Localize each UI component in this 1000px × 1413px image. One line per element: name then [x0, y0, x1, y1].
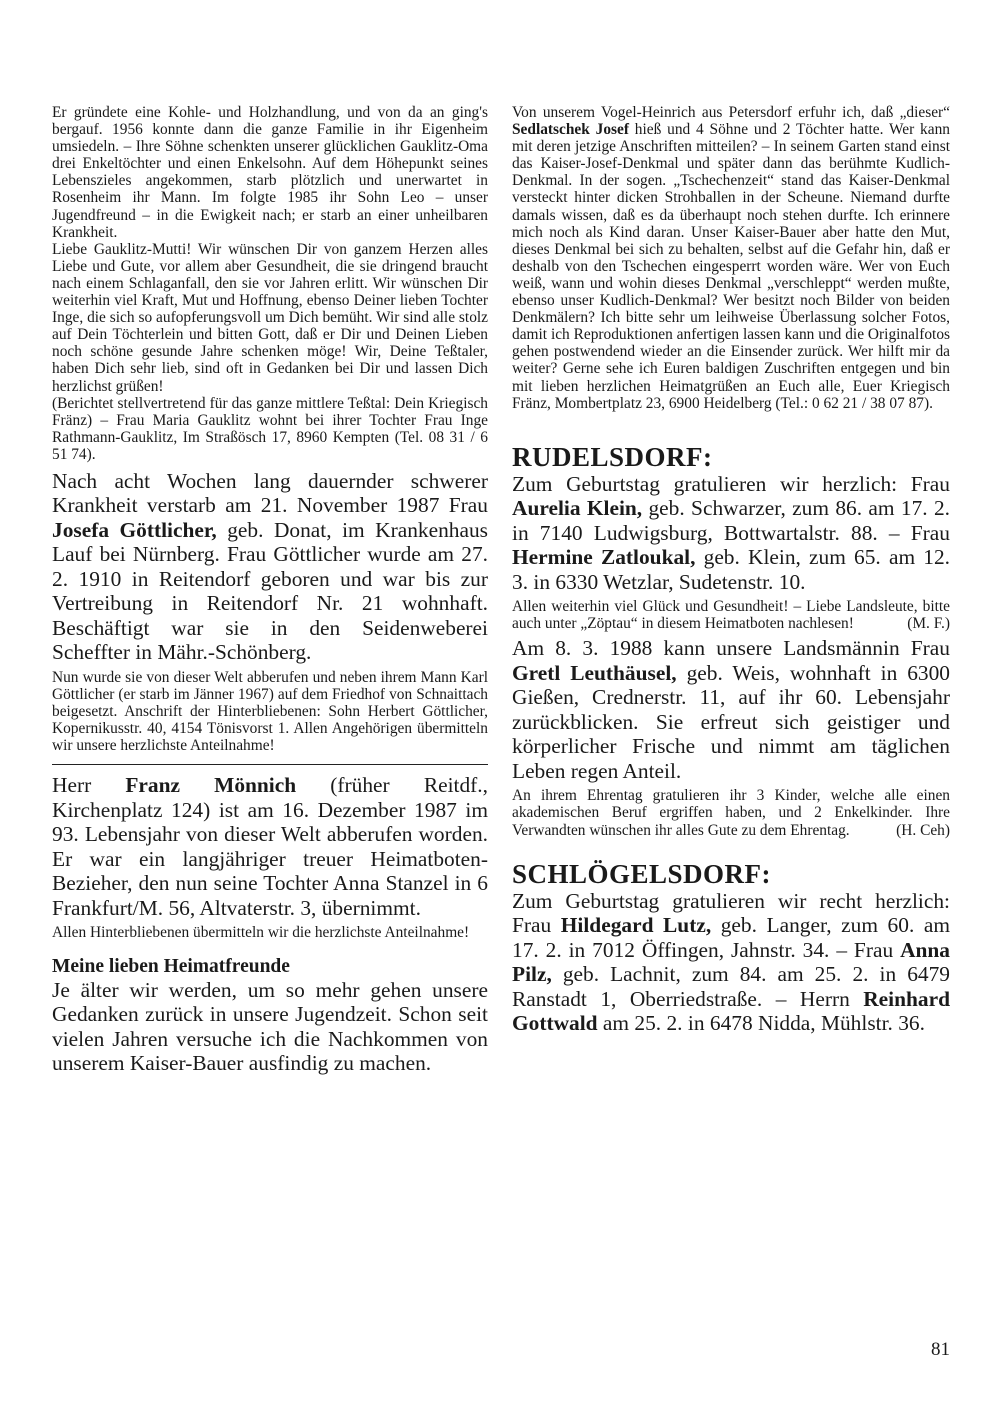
hildegard-lutz-name: Hildegard Lutz,	[560, 913, 712, 938]
schlogelsdorf-birthdays	[512, 889, 950, 1036]
monnich-name: Franz Mönnich	[125, 773, 297, 798]
rudelsdorf-text-3: geb. Klein, zum 65. am 12. 3. in 6330 Wetzlar, Sudetenstr. 10.	[512, 545, 950, 594]
left-column	[52, 104, 488, 1076]
heimatfreunde-text: Je älter wir werden, um so mehr gehen unsere Gedanken zurück in unsere Jugendzeit. Schon seit vielen Jahren versuche ich die Nachkommen von unserem Kaiser-Bauer ausfindig zu machen.	[52, 977, 488, 1076]
rudelsdorf-text-1: Zum Geburtstag gratulieren wir herzlich: Frau	[512, 471, 950, 496]
rudelsdorf-birthdays	[512, 472, 950, 595]
monnich-text-post: (früher Reitdf., Kirchenplatz 124) ist am 16. Dezember 1987 im 93. Lebensjahr von dieser Welt abberufen worden. Er war ein langjähriger treuer Heimatboten-Bezieher, den nun seine Tochter Anna Stanzel in 6 Frankfurt/M. 56, Altvaterstr. 3, übernimmt.	[52, 773, 488, 920]
leuthausel-wishes-text: An ihrem Ehrentag gratulieren ihr 3 Kinder, welche alle einen akademischen Beruf ergriffen haben, und 2 Enkelkinder. Ihre Verwandten wünschen ihr alles Gute zu dem Ehrentag.	[512, 787, 950, 839]
gottlicher-details: Nun wurde sie von dieser Welt abberufen und neben ihrem Mann Karl Göttlicher (er starb im Jänner 1967) auf dem Friedhof von Schnaittach beigesetzt. Anschrift der Hinterbliebenen: Sohn Herbert Göttlicher, Kopernikusstr. 40, 4154 Tönisvorst 1. Allen Angehörigen übermitteln wir unsere herzlichste Anteilnahme!	[52, 668, 488, 755]
gauklitz-paragraph-2: Liebe Gauklitz-Mutti! Wir wünschen Dir von ganzem Herzen alles Liebe und Gute, vor allem aber Gesundheit, die sie dringend braucht nach einem Schlaganfall, den sie vor Jahren erlitt. Wir wünschen Dir weiterhin viel Kraft, Mut und Hoffnung, ebenso Deiner lieben Tochter Inge, die sich so aufopferungsvoll um Dich bemüht. Wir sind alle stolz auf Dein Töchterlein und bitten Gott, daß er Dir und Deinen Lieben noch schöne gesunde Jahre schenken möge! Wir, Deine Teßtaler, haben Dich sehr lieb, sind oft in Gedanken bei Dir und lassen Dich herzlichst grüßen!	[52, 240, 488, 395]
gottlicher-name: Josefa Göttlicher,	[52, 517, 217, 542]
kaiser-text-post: hieß und 4 Söhne und 2 Töchter hatte. Wer kann mit deren jetzige Anschriften mitteilen? – In seinem Garten stand einst das Kaiser-Josef-Denkmal und später dann das berühmte Kudlich-Denkmal. In der sogen. „Tschechenzeit“ stand das Kaiser-Denkmal versteckt hinter dicken Strohballen in der Scheune. Niemand durfte damals wissen, daß es da überhaupt noch stehen durfte. Ich erinnere mich noch als Kind daran. Unser Kaiser-Bauer aber hatte den Mut, dieses Denkmal bei sich zu behalten, selbst auf die Gefahr hin, daß er deshalb von den Tschechen eingesperrt worden wäre. Wer von Euch weiß, wann und wohin dieses Denkmal „verschleppt“ werden mußte, ebenso unser Kudlich-Denkmal? Wer besitzt noch Bilder von beiden Denkmälern? Ich bitte sehr um leihweise Überlassung solcher Fotos, damit ich Reproduktionen anfertigen lassen kann und die Originalfotos gehen postwendend wieder an die Einsender zurück. Wer hilft mir da weiter? Gerne sehe ich Euren baldigen Zuschriften entgegen und bin mit lieben herzlichen Heimatgrüßen an Euch alle, Euer Kriegisch Fränz, Mombertplatz 23, 6900 Heidelberg (Tel.: 0 62 21 / 38 07 87).	[512, 121, 950, 412]
signature-mf: (M. F.)	[907, 615, 950, 633]
rudelsdorf-wishes	[512, 598, 950, 632]
anna-pilz-name: Anna Pilz,	[512, 937, 950, 987]
schlogelsdorf-text-4: am 25. 2. in 6478 Nidda, Mühlstr. 36.	[597, 1011, 925, 1036]
aurelia-klein-name: Aurelia Klein,	[512, 496, 643, 521]
monnich-text-pre: Herr	[52, 773, 126, 798]
rudelsdorf-wishes-text: Allen weiterhin viel Glück und Gesundheit! – Liebe Landsleute, bitte auch unter „Zöptau“ in diesem Heimatboten nachlesen!	[512, 598, 950, 633]
kaiser-denkmal-paragraph	[512, 104, 950, 412]
leuthausel-text-1: Am 8. 3. 1988 kann unsere Landsmännin Frau	[512, 636, 950, 661]
gottlicher-obituary	[52, 469, 488, 665]
reinhard-gottwald-name: Reinhard Gottwald	[512, 986, 950, 1036]
right-column	[512, 104, 950, 1036]
schlogelsdorf-heading: SCHLÖGELSDORF:	[512, 858, 772, 889]
rudelsdorf-text-2: geb. Schwarzer, zum 86. am 17. 2. in 7140 Ludwigsburg, Bottwartalstr. 88. – Frau	[512, 496, 950, 545]
kaiser-text-pre: Von unserem Vogel-Heinrich aus Petersdorf erfuhr ich, daß „dieser“	[512, 104, 950, 121]
gottlicher-text-pre: Nach acht Wochen lang dauernder schwerer Krankheit verstarb am 21. November 1987 Frau	[52, 468, 488, 518]
gauklitz-paragraph-3: (Berichtet stellvertretend für das ganze mittlere Teßtal: Dein Kriegisch Fränz) – Frau Maria Gauklitz wohnt bei ihrer Tochter Frau Inge Rathmann-Gauklitz, Im Straßösch 17, 8960 Kempten (Tel. 08 31 / 6 51 74).	[52, 394, 488, 463]
leuthausel-wishes	[512, 787, 950, 838]
monnich-obituary	[52, 773, 488, 920]
divider	[52, 764, 488, 765]
leuthausel-birthday	[512, 636, 950, 783]
monnich-condolence: Allen Hinterbliebenen übermitteln wir die herzlichste Anteilnahme!	[52, 924, 470, 942]
schlogelsdorf-text-2: geb. Langer, zum 60. am 17. 2. in 7012 Öffingen, Jahnstr. 34. – Frau	[512, 913, 950, 962]
signature-hceh: (H. Ceh)	[896, 821, 950, 839]
gauklitz-paragraph-1: Er gründete eine Kohle- und Holzhandlung, und von da an ging's bergauf. 1956 konnte dann die ganze Familie in ihr Eigenheim umsiedeln. – Ihre Söhne schenkten unserer glücklichen Gauklitz-Oma drei Enkeltöchter und einen Enkelsohn. Auf dem Höhepunkt seines Lebenszieles angekommen, starb plötzlich und unerwartet in Rosenheim ihr Mann. Im folgte 1985 ihr Sohn Leo – unser Jugendfreund – in die Ewigkeit nach; er starb an einer unheilbaren Krankheit.	[52, 104, 488, 241]
leuthausel-text-2: geb. Weis, wohnhaft in 6300 Gießen, Crednerstr. 11, auf ihr 60. Lebensjahr zurückblicken. Sie erfreut sich geistiger und körperlicher Frische und nimmt am täglichen Leben regen Anteil.	[512, 660, 950, 783]
sedlatschek-name: Sedlatschek Josef	[512, 121, 629, 139]
hermine-zatloukal-name: Hermine Zatloukal,	[512, 545, 696, 570]
schlogelsdorf-text-3: geb. Lachnit, zum 84. am 25. 2. in 6479 Ranstadt 1, Oberriedstraße. – Herrn	[512, 962, 950, 1011]
heimatfreunde-heading: Meine lieben Heimatfreunde	[52, 955, 290, 977]
gretl-leuthausel-name: Gretl Leuthäusel,	[512, 660, 677, 685]
page-number: 81	[931, 1339, 950, 1360]
rudelsdorf-heading: RUDELSDORF:	[512, 441, 713, 472]
schlogelsdorf-text-1: Zum Geburtstag gratulieren wir recht herzlich: Frau	[512, 888, 950, 938]
gottlicher-text-post: geb. Donat, im Krankenhaus Lauf bei Nürnberg. Frau Göttlicher wurde am 27. 2. 1910 in Reitendorf geboren und war bis zur Vertreibung in Reitendorf Nr. 21 wohnhaft. Beschäftigt war sie in den Seidenweberei Scheffter in Mähr.-Schönberg.	[52, 517, 488, 665]
